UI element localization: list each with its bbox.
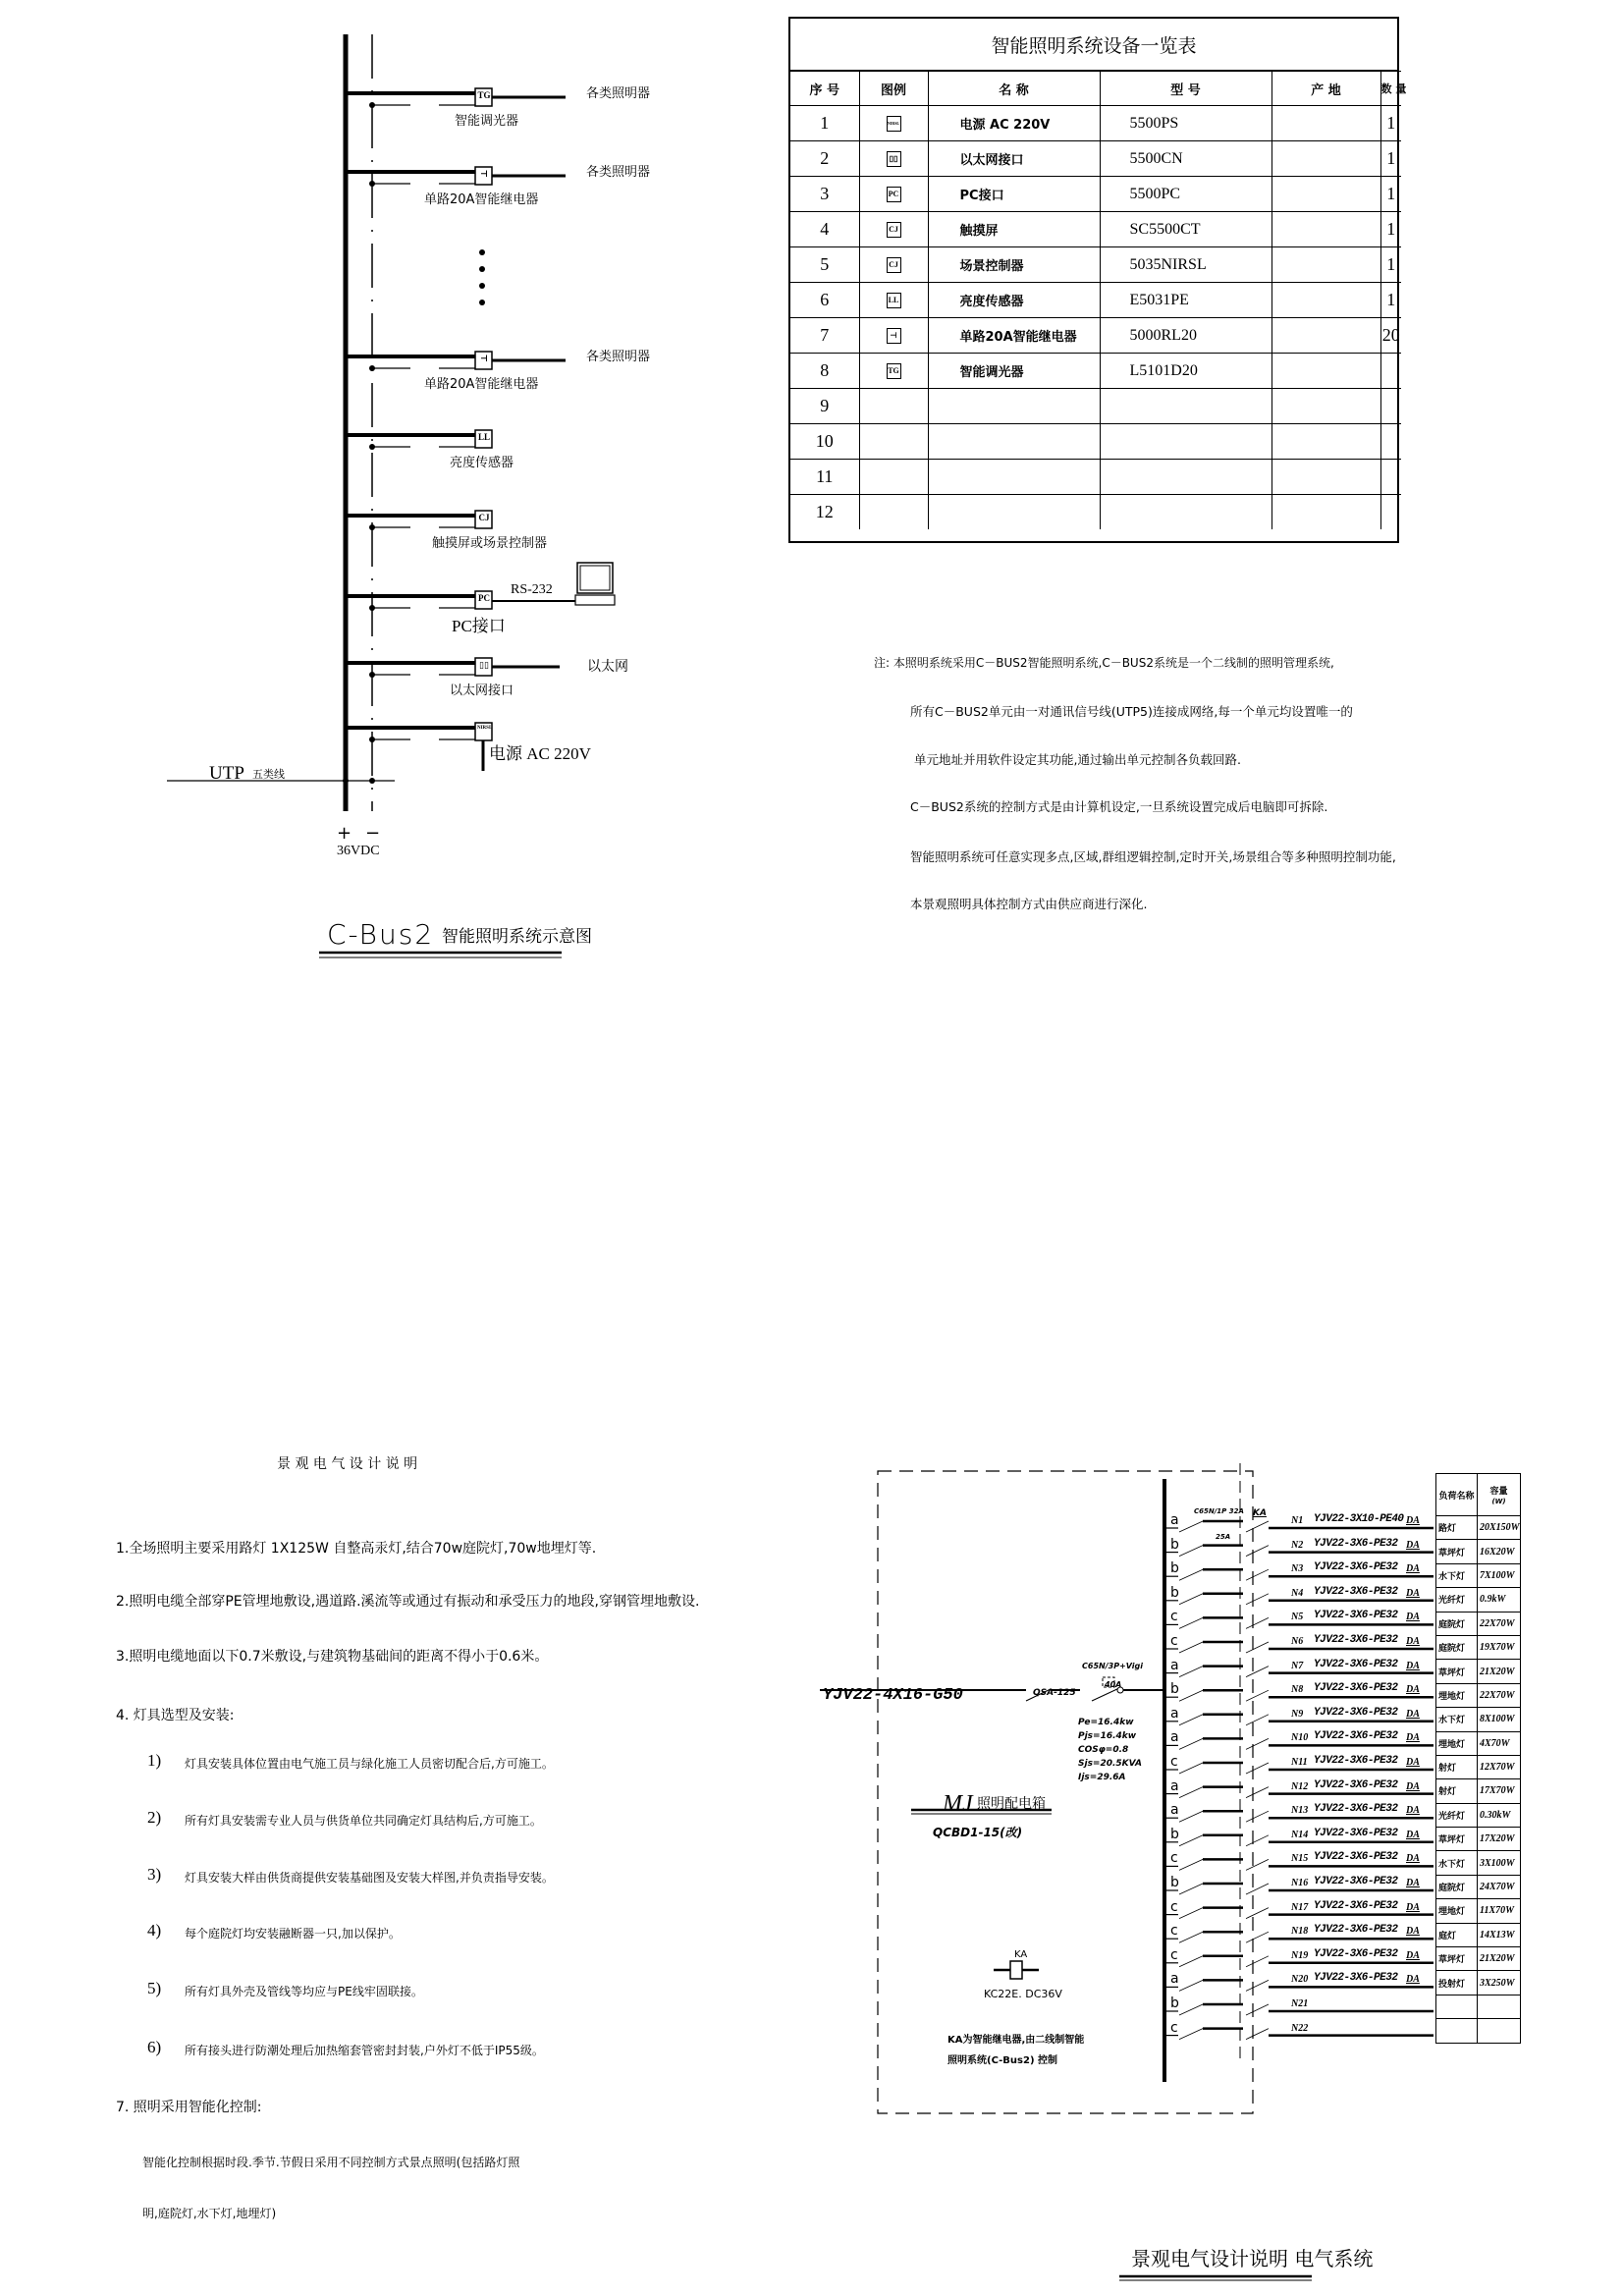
circuit-da: DA bbox=[1406, 1587, 1420, 1599]
load-row bbox=[1436, 1660, 1521, 1683]
calc-value: Ijs=29.6A bbox=[1078, 1773, 1126, 1782]
utp-label: UTP bbox=[209, 763, 244, 784]
branch-breaker-label: C65N/1P 32A bbox=[1194, 1507, 1244, 1515]
sub-item-number: 3) bbox=[147, 1865, 162, 1884]
capacity-unit: (W) bbox=[1491, 1497, 1506, 1505]
phase-label: c bbox=[1170, 1754, 1178, 1770]
phase-label: c bbox=[1170, 1946, 1178, 1963]
relay-label: KA bbox=[1014, 1949, 1028, 1960]
calc-value: Sjs=20.5KVA bbox=[1078, 1759, 1142, 1769]
cell-no: 6 bbox=[790, 283, 859, 318]
ka-column-label: KA bbox=[1253, 1508, 1267, 1518]
column-header: 图例 bbox=[859, 72, 928, 106]
phase-label: c bbox=[1170, 1633, 1178, 1649]
circuit-id: N18 bbox=[1291, 1926, 1309, 1938]
device-symbol-label: ▯▯ bbox=[479, 660, 489, 670]
phase-label: a bbox=[1170, 1802, 1179, 1819]
legend-symbol-icon: TG bbox=[887, 363, 901, 379]
circuit-da: DA bbox=[1406, 1949, 1420, 1961]
circuit-cable: YJV22-3X6-PE32 bbox=[1314, 1682, 1398, 1695]
load-capacity: 22X70W bbox=[1478, 1683, 1521, 1707]
cell-name: 场景控制器 bbox=[928, 247, 1100, 283]
cell-name: 亮度传感器 bbox=[928, 283, 1100, 318]
load-capacity: 21X20W bbox=[1478, 1660, 1521, 1683]
load-capacity: 17X70W bbox=[1478, 1779, 1521, 1803]
device-label: 触摸屏或场景控制器 bbox=[432, 536, 548, 551]
load-row bbox=[1436, 1731, 1521, 1755]
load-name: 投射灯 bbox=[1436, 1971, 1478, 1995]
load-row bbox=[1436, 1588, 1521, 1612]
circuit-id: N17 bbox=[1291, 1901, 1309, 1913]
circuit-da: DA bbox=[1406, 1853, 1420, 1865]
phase-label: a bbox=[1170, 1729, 1179, 1746]
phase-label: a bbox=[1170, 1657, 1179, 1673]
cell-qty: 1 bbox=[1380, 141, 1401, 177]
load-capacity: 12X70W bbox=[1478, 1755, 1521, 1778]
incoming-cable-label: YJV22-4X16-G50 bbox=[823, 1686, 963, 1705]
cell-model: 5500PC bbox=[1100, 177, 1271, 212]
calc-value: Pe=16.4kw bbox=[1078, 1718, 1134, 1727]
column-header: 序 号 bbox=[790, 72, 859, 106]
load-capacity: 21X20W bbox=[1478, 1947, 1521, 1971]
load-name: 草坪灯 bbox=[1436, 1947, 1478, 1971]
load-capacity: 7X100W bbox=[1478, 1563, 1521, 1587]
load-row bbox=[1436, 1923, 1521, 1946]
load-name: 埋地灯 bbox=[1436, 1683, 1478, 1707]
device-symbol-label: ⊣ bbox=[480, 354, 488, 363]
load-capacity: 3X100W bbox=[1478, 1851, 1521, 1875]
phase-label: a bbox=[1170, 1971, 1179, 1988]
legend-symbol-icon: LL bbox=[887, 293, 901, 308]
cell-name: 单路20A智能继电器 bbox=[928, 318, 1100, 354]
circuit-da: DA bbox=[1406, 1901, 1420, 1913]
cell-name: 触摸屏 bbox=[928, 212, 1100, 247]
cell-no: 4 bbox=[790, 212, 859, 247]
load-name: 路灯 bbox=[1436, 1516, 1478, 1540]
device-symbol-label: NIRSL bbox=[477, 726, 493, 731]
load-name: 射灯 bbox=[1436, 1755, 1478, 1778]
cell-qty: 1 bbox=[1380, 177, 1401, 212]
circuit-da: DA bbox=[1406, 1612, 1420, 1623]
system-note-line: 单元地址并用软件设定其功能,通过输出单元控制各负载回路. bbox=[914, 752, 1241, 767]
circuit-cable: YJV22-3X6-PE32 bbox=[1314, 1778, 1398, 1791]
circuit-id: N15 bbox=[1291, 1853, 1309, 1865]
system-note-line: 所有C－BUS2单元由一对通讯信号线(UTP5)连接成网络,每一个单元均设置唯一的 bbox=[910, 704, 1353, 719]
cell-no: 7 bbox=[790, 318, 859, 354]
cell-name: PC接口 bbox=[928, 177, 1100, 212]
phase-label: c bbox=[1170, 1850, 1178, 1867]
load-row bbox=[1436, 1612, 1521, 1635]
load-capacity: 24X70W bbox=[1478, 1875, 1521, 1898]
panel-enclosure bbox=[878, 1471, 1253, 2113]
load-row bbox=[1436, 1803, 1521, 1827]
column-header: 数 量 bbox=[1380, 72, 1401, 106]
breaker-type-label: C65N/3P+Vigi bbox=[1082, 1662, 1144, 1670]
sub-item-number: 6) bbox=[147, 2038, 162, 2056]
circuit-da: DA bbox=[1406, 1684, 1420, 1696]
circuit-id: N13 bbox=[1291, 1805, 1309, 1817]
minus-terminal: − bbox=[365, 823, 381, 844]
circuit-da: DA bbox=[1406, 1515, 1420, 1526]
load-row bbox=[1436, 1683, 1521, 1707]
cell-qty: 20 bbox=[1380, 318, 1401, 354]
schematic-title-en: C-Bus2 bbox=[327, 918, 435, 951]
lighting-target-label: 各类照明器 bbox=[586, 350, 651, 364]
legend-symbol-icon: NIRSL bbox=[887, 116, 901, 132]
device-symbol-label: TG bbox=[477, 90, 491, 100]
load-name: 射灯 bbox=[1436, 1779, 1478, 1803]
cell-name: 电源 AC 220V bbox=[928, 106, 1100, 141]
load-name-header: 负荷名称 bbox=[1436, 1474, 1478, 1516]
load-name: 埋地灯 bbox=[1436, 1731, 1478, 1755]
circuit-id: N22 bbox=[1291, 2022, 1309, 2034]
plus-terminal: + bbox=[337, 823, 352, 844]
circuit-da: DA bbox=[1406, 1539, 1420, 1551]
circuit-id: N5 bbox=[1291, 1612, 1304, 1623]
schematic-title-cn: 智能照明系统示意图 bbox=[442, 927, 592, 947]
circuit-da: DA bbox=[1406, 1732, 1420, 1744]
calc-value: Pjs=16.4kw bbox=[1078, 1731, 1137, 1741]
load-row bbox=[1436, 1828, 1521, 1851]
device-label: 以太网接口 bbox=[450, 683, 514, 698]
circuit-id: N19 bbox=[1291, 1949, 1309, 1961]
design-note-1: 1.全场照明主要采用路灯 1X125W 自整高汞灯,结合70w庭院灯,70w地埋灯等. bbox=[116, 1541, 597, 1557]
cell-no: 2 bbox=[790, 141, 859, 177]
phase-label: a bbox=[1170, 1512, 1179, 1528]
legend-symbol-icon: CJ bbox=[887, 257, 901, 273]
device-label: 单路20A智能继电器 bbox=[424, 192, 539, 207]
load-row bbox=[1436, 1540, 1521, 1563]
cell-no: 10 bbox=[790, 424, 859, 460]
legend-symbol-icon: PC bbox=[887, 187, 901, 202]
circuit-da: DA bbox=[1406, 1563, 1420, 1575]
cell-model: 5500PS bbox=[1100, 106, 1271, 141]
device-label: 单路20A智能继电器 bbox=[424, 377, 539, 392]
load-row bbox=[1436, 1995, 1521, 2018]
sub-item-text: 所有灯具外壳及管线等均应与PE线牢固联接。 bbox=[185, 1985, 423, 1998]
relay-note-2: 照明系统(C-Bus2) 控制 bbox=[947, 2055, 1057, 2066]
circuit-id: N10 bbox=[1291, 1732, 1309, 1744]
branch-breaker-2-label: 25A bbox=[1216, 1533, 1231, 1541]
design-note-3: 3.照明电缆地面以下0.7米敷设,与建筑物基础间的距离不得小于0.6米。 bbox=[116, 1649, 549, 1665]
load-capacity: 20X150W bbox=[1478, 1516, 1521, 1540]
circuit-da: DA bbox=[1406, 1757, 1420, 1768]
load-capacity bbox=[1478, 2019, 1521, 2043]
load-name: 庭灯 bbox=[1436, 1923, 1478, 1946]
system-note-line: C－BUS2系统的控制方式是由计算机设定,一旦系统设置完成后电脑即可拆除. bbox=[910, 799, 1328, 814]
sub-item-number: 4) bbox=[147, 1921, 162, 1940]
breaker-rating-label: 40A bbox=[1105, 1680, 1122, 1689]
phase-label: c bbox=[1170, 1609, 1178, 1625]
circuit-cable: YJV22-3X6-PE32 bbox=[1314, 1658, 1398, 1670]
circuit-id: N8 bbox=[1291, 1684, 1304, 1696]
load-row bbox=[1436, 1563, 1521, 1587]
phase-label: c bbox=[1170, 1898, 1178, 1915]
phase-label: c bbox=[1170, 2019, 1178, 2036]
load-name: 草坪灯 bbox=[1436, 1828, 1478, 1851]
circuit-cable: YJV22-3X6-PE32 bbox=[1314, 1827, 1398, 1839]
load-name: 光纤灯 bbox=[1436, 1588, 1478, 1612]
sub-item-number: 5) bbox=[147, 1979, 162, 1997]
cell-qty: 1 bbox=[1380, 106, 1401, 141]
phase-label: b bbox=[1170, 1681, 1179, 1698]
load-capacity: 11X70W bbox=[1478, 1899, 1521, 1923]
system-note-line: 注: 本照明系统采用C－BUS2智能照明系统,C－BUS2系统是一个二线制的照明管理系统, bbox=[874, 656, 1334, 670]
circuit-cable: YJV22-3X6-PE32 bbox=[1314, 1730, 1398, 1743]
sub-item-text: 所有灯具安装需专业人员与供货单位共同确定灯具结构后,方可施工。 bbox=[185, 1814, 542, 1828]
load-capacity: 22X70W bbox=[1478, 1612, 1521, 1635]
circuit-cable: YJV22-3X6-PE32 bbox=[1314, 1610, 1398, 1622]
load-row bbox=[1436, 1947, 1521, 1971]
circuit-da: DA bbox=[1406, 1878, 1420, 1888]
circuit-id: N2 bbox=[1291, 1539, 1304, 1551]
capacity-header-label: 容量 bbox=[1489, 1486, 1508, 1497]
load-name: 草坪灯 bbox=[1436, 1660, 1478, 1683]
circuit-cable: YJV22-3X6-PE32 bbox=[1314, 1899, 1398, 1912]
equipment-table-title: 智能照明系统设备一览表 bbox=[790, 19, 1397, 71]
cell-no: 8 bbox=[790, 354, 859, 389]
circuit-cable: YJV22-3X6-PE32 bbox=[1314, 1706, 1398, 1719]
device-label: 智能调光器 bbox=[455, 114, 519, 129]
panel-model: QCBD1-15(改) bbox=[933, 1826, 1023, 1839]
voltage-label: 36VDC bbox=[337, 844, 380, 858]
legend-symbol-icon: CJ bbox=[887, 222, 901, 238]
circuit-id: N14 bbox=[1291, 1829, 1309, 1840]
circuit-cable: YJV22-3X6-PE32 bbox=[1314, 1972, 1398, 1985]
main-switch-label: QSA-125 bbox=[1033, 1688, 1076, 1698]
sub-item-number: 1) bbox=[147, 1751, 162, 1770]
load-row bbox=[1436, 1971, 1521, 1995]
phase-label: b bbox=[1170, 1536, 1179, 1553]
cell-model: 5000RL20 bbox=[1100, 318, 1271, 354]
load-row bbox=[1436, 1708, 1521, 1731]
design-note-7: 7. 照明采用智能化控制: bbox=[116, 2100, 262, 2115]
phase-label: a bbox=[1170, 1705, 1179, 1722]
circuit-id: N3 bbox=[1291, 1563, 1304, 1575]
load-name: 庭院灯 bbox=[1436, 1612, 1478, 1635]
panel-desc: 照明配电箱 bbox=[977, 1796, 1046, 1812]
circuit-id: N7 bbox=[1291, 1660, 1304, 1671]
device-label: 亮度传感器 bbox=[450, 456, 514, 470]
cell-no: 1 bbox=[790, 106, 859, 141]
phase-label: b bbox=[1170, 1995, 1179, 2011]
cell-no: 3 bbox=[790, 177, 859, 212]
phase-label: b bbox=[1170, 1875, 1179, 1890]
circuit-da: DA bbox=[1406, 1708, 1420, 1720]
load-capacity: 3X250W bbox=[1478, 1971, 1521, 1995]
load-name: 埋地灯 bbox=[1436, 1899, 1478, 1923]
system-note-line: 智能照明系统可任意实现多点,区域,群组逻辑控制,定时开关,场景组合等多种照明控制功能, bbox=[910, 849, 1396, 864]
circuit-da: DA bbox=[1406, 1974, 1420, 1986]
circuit-cable: YJV22-3X6-PE32 bbox=[1314, 1561, 1398, 1574]
circuit-da: DA bbox=[1406, 1926, 1420, 1938]
sub-item-text: 灯具安装具体位置由电气施工员与绿化施工人员密切配合后,方可施工。 bbox=[185, 1757, 554, 1771]
phase-label: b bbox=[1170, 1826, 1179, 1842]
load-name: 草坪灯 bbox=[1436, 1540, 1478, 1563]
circuit-cable: YJV22-3X6-PE32 bbox=[1314, 1634, 1398, 1646]
circuit-cable: YJV22-3X6-PE32 bbox=[1314, 1924, 1398, 1937]
column-header: 名 称 bbox=[928, 72, 1100, 106]
cell-model: E5031PE bbox=[1100, 283, 1271, 318]
load-row bbox=[1436, 1899, 1521, 1923]
circuit-id: N1 bbox=[1291, 1515, 1304, 1526]
circuit-da: DA bbox=[1406, 1660, 1420, 1671]
phase-label: a bbox=[1170, 1777, 1179, 1794]
load-capacity: 4X70W bbox=[1478, 1731, 1521, 1755]
phase-label: b bbox=[1170, 1584, 1179, 1601]
load-row bbox=[1436, 1779, 1521, 1803]
cell-qty: 1 bbox=[1380, 247, 1401, 283]
cell-model: SC5500CT bbox=[1100, 212, 1271, 247]
relay-model: KC22E. DC36V bbox=[984, 1988, 1062, 2000]
load-name: 水下灯 bbox=[1436, 1851, 1478, 1875]
sub-item-text: 所有接头进行防潮处理后加热缩套管密封封装,户外灯不低于IP55级。 bbox=[185, 2044, 544, 2057]
load-row bbox=[1436, 2019, 1521, 2043]
load-row bbox=[1436, 1755, 1521, 1778]
load-capacity: 0.30kW bbox=[1478, 1803, 1521, 1827]
device-symbol-label: CJ bbox=[478, 513, 490, 522]
load-name bbox=[1436, 2019, 1478, 2043]
circuit-id: N20 bbox=[1291, 1974, 1309, 1986]
circuit-cable: YJV22-3X6-PE32 bbox=[1314, 1947, 1398, 1960]
design-note-7-text-1: 智能化控制根据时段.季节.节假日采用不同控制方式景点照明(包括路灯照 bbox=[142, 2156, 520, 2169]
circuit-id: N16 bbox=[1291, 1878, 1309, 1888]
device-label: PC接口 bbox=[452, 617, 506, 635]
legend-symbol-icon: ▯▯ bbox=[887, 151, 901, 167]
ethernet-label: 以太网 bbox=[587, 659, 628, 675]
circuit-cable: YJV22-3X6-PE32 bbox=[1314, 1537, 1398, 1550]
cell-no: 5 bbox=[790, 247, 859, 283]
cell-qty: 1 bbox=[1380, 283, 1401, 318]
system-note-line: 本景观照明具体控制方式由供应商进行深化. bbox=[910, 897, 1148, 911]
cell-no: 9 bbox=[790, 389, 859, 424]
design-note-7-text-2: 明,庭院灯,水下灯,地埋灯) bbox=[142, 2207, 277, 2220]
panel-name: MJ bbox=[943, 1791, 973, 1817]
sub-item-number: 2) bbox=[147, 1808, 162, 1827]
load-capacity: 8X100W bbox=[1478, 1708, 1521, 1731]
circuit-id: N12 bbox=[1291, 1780, 1309, 1792]
device-label: 电源 AC 220V bbox=[489, 744, 591, 763]
cell-model: 5500CN bbox=[1100, 141, 1271, 177]
circuit-id: N9 bbox=[1291, 1708, 1304, 1720]
load-row bbox=[1436, 1635, 1521, 1659]
design-note-2: 2.照明电缆全部穿PE管埋地敷设,遇道路.溪流等或通过有振动和承受压力的地段,穿钢管埋地敷设. bbox=[116, 1594, 700, 1610]
load-capacity: 14X13W bbox=[1478, 1923, 1521, 1946]
load-name: 庭院灯 bbox=[1436, 1875, 1478, 1898]
circuit-cable: YJV22-3X6-PE32 bbox=[1314, 1851, 1398, 1864]
circuit-id: N11 bbox=[1291, 1757, 1308, 1768]
cell-model: 5035NIRSL bbox=[1100, 247, 1271, 283]
load-capacity: 0.9kW bbox=[1478, 1588, 1521, 1612]
capacity-header bbox=[1478, 1474, 1521, 1516]
device-symbol-label: ⊣ bbox=[480, 169, 488, 179]
load-capacity: 16X20W bbox=[1478, 1540, 1521, 1563]
circuit-id: N6 bbox=[1291, 1636, 1304, 1647]
load-name: 光纤灯 bbox=[1436, 1803, 1478, 1827]
phase-label: b bbox=[1170, 1560, 1179, 1577]
rs232-label: RS-232 bbox=[511, 582, 553, 597]
circuit-cable: YJV22-3X10-PE40 bbox=[1314, 1513, 1404, 1525]
sheet-title: 景观电气设计说明 电气系统 bbox=[1131, 2247, 1374, 2270]
design-notes-title: 景 观 电 气 设 计 说 明 bbox=[277, 1456, 418, 1472]
device-symbol-label: LL bbox=[477, 432, 490, 442]
legend-symbol-icon: ⊣ bbox=[887, 328, 901, 344]
circuit-da: DA bbox=[1406, 1829, 1420, 1840]
load-row bbox=[1436, 1875, 1521, 1898]
circuit-cable: YJV22-3X6-PE32 bbox=[1314, 1585, 1398, 1598]
load-table-header bbox=[1436, 1474, 1521, 1516]
sub-item-text: 每个庭院灯均安装融断器一只,加以保护。 bbox=[185, 1927, 401, 1941]
load-row bbox=[1436, 1851, 1521, 1875]
load-name bbox=[1436, 1995, 1478, 2018]
relay-note-1: KA为智能继电器,由二线制智能 bbox=[947, 2035, 1085, 2046]
column-header: 产 地 bbox=[1271, 72, 1380, 106]
lighting-target-label: 各类照明器 bbox=[586, 165, 651, 180]
circuit-cable: YJV22-3X6-PE32 bbox=[1314, 1755, 1398, 1767]
circuit-cable: YJV22-3X6-PE32 bbox=[1314, 1803, 1398, 1816]
phase-label: c bbox=[1170, 1923, 1178, 1940]
design-note-4: 4. 灯具选型及安装: bbox=[116, 1708, 235, 1723]
lighting-target-label: 各类照明器 bbox=[586, 86, 651, 101]
calc-value: COSφ=0.8 bbox=[1078, 1745, 1129, 1755]
cell-qty: 1 bbox=[1380, 212, 1401, 247]
load-name: 庭院灯 bbox=[1436, 1635, 1478, 1659]
circuit-id: N21 bbox=[1291, 1998, 1309, 2009]
load-name: 水下灯 bbox=[1436, 1708, 1478, 1731]
cell-name: 以太网接口 bbox=[928, 141, 1100, 177]
cell-no: 11 bbox=[790, 460, 859, 495]
load-table bbox=[1435, 1473, 1521, 2044]
cell-name: 智能调光器 bbox=[928, 354, 1100, 389]
load-row bbox=[1436, 1516, 1521, 1540]
device-symbol-label: PC bbox=[478, 593, 490, 603]
circuit-id: N4 bbox=[1291, 1587, 1304, 1599]
cell-no: 12 bbox=[790, 495, 859, 530]
load-capacity: 17X20W bbox=[1478, 1828, 1521, 1851]
circuit-da: DA bbox=[1406, 1780, 1420, 1792]
utp-suffix: 五类线 bbox=[252, 768, 285, 781]
cell-model: L5101D20 bbox=[1100, 354, 1271, 389]
load-name: 水下灯 bbox=[1436, 1563, 1478, 1587]
circuit-cable: YJV22-3X6-PE32 bbox=[1314, 1876, 1398, 1887]
load-capacity bbox=[1478, 1995, 1521, 2018]
sub-item-text: 灯具安装大样由供货商提供安装基础图及安装大样图,并负责指导安装。 bbox=[185, 1871, 554, 1885]
load-capacity: 19X70W bbox=[1478, 1635, 1521, 1659]
circuit-da: DA bbox=[1406, 1636, 1420, 1647]
circuit-da: DA bbox=[1406, 1805, 1420, 1817]
column-header: 型 号 bbox=[1100, 72, 1271, 106]
